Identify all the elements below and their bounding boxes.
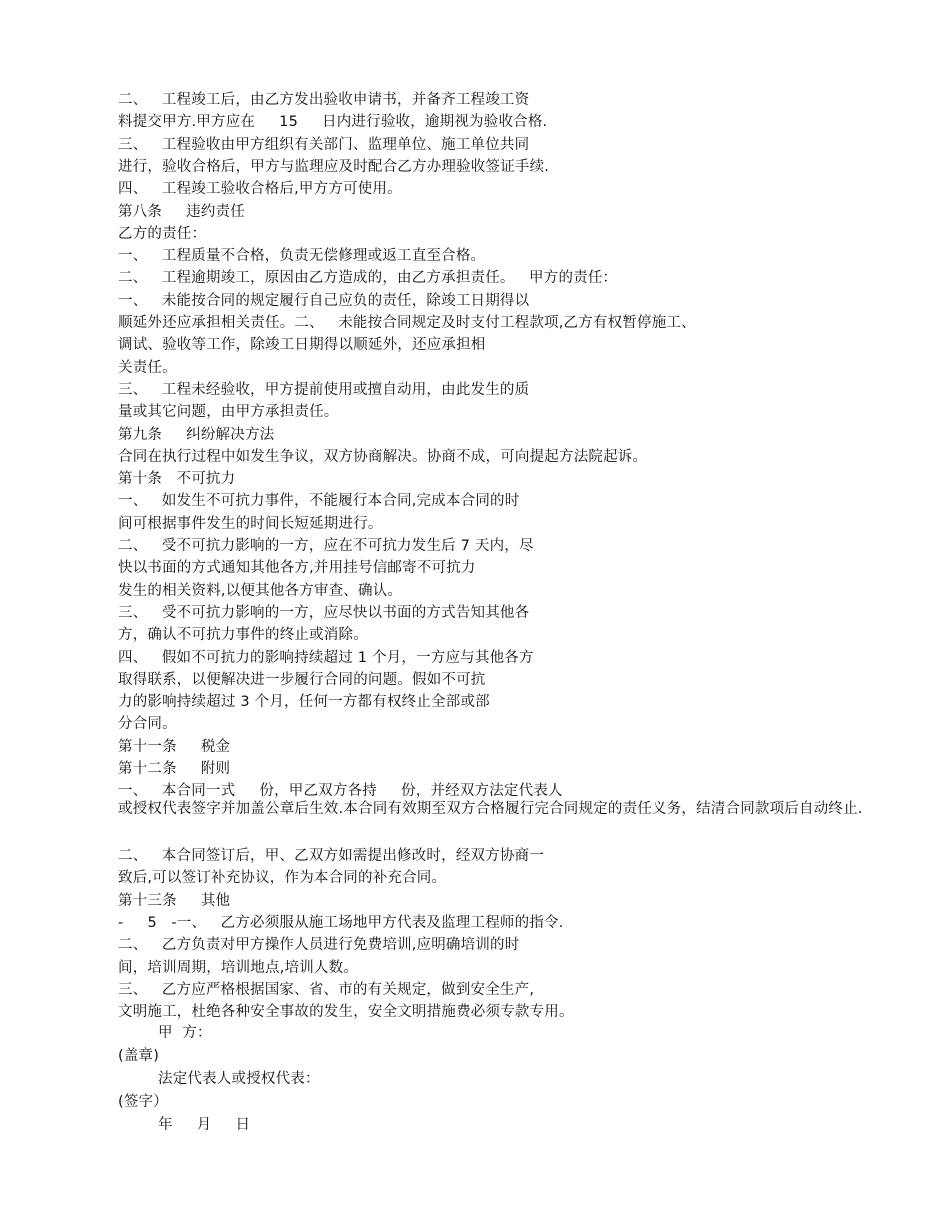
text-line: 二、 受不可抗力影响的一方，应在不可抗力发生后 7 天内，尽 <box>118 538 534 554</box>
text-line: 第十一条 税金 <box>118 738 231 755</box>
text-line: 合同在执行过程中如发生争议，双方协商解决。协商不成，可向提起方法院起诉。 <box>118 448 648 465</box>
text-line: 二、 乙方负责对甲方操作人员进行免费培训,应明确培训的时 <box>118 937 520 954</box>
text-line: 间，培训周期，培训地点,培训人数。 <box>118 959 359 976</box>
text-line: 分合同。 <box>118 716 177 733</box>
text-line: 三、 乙方应严格根据国家、省、市的有关规定，做到安全生产, <box>118 981 535 998</box>
text-line: 关责任。 <box>118 359 177 376</box>
text-line: 第十条 不可抗力 <box>118 471 236 488</box>
text-line: 一、 未能按合同的规定履行自己应负的责任，除竣工日期得以 <box>118 292 530 309</box>
text-line: 间可根据事件发生的时间长短延期进行。 <box>118 515 383 532</box>
text-line: 一、 工程质量不合格，负责无偿修理或返工直至合格。 <box>118 248 486 265</box>
text-line: 方，确认不可抗力事件的终止或消除。 <box>118 627 368 644</box>
text-line: 料提交甲方.甲方应在 15 日内进行验收，逾期视为验收合格. <box>118 114 548 131</box>
text-line: 进行，验收合格后，甲方与监理应及时配合乙方办理验收签证手续. <box>118 158 550 175</box>
text-line: 第九条 纠纷解决方法 <box>118 426 275 443</box>
text-line: 调试、验收等工作，除竣工日期得以顺延外，还应承担相 <box>118 337 486 354</box>
text-line: 取得联系，以便解决进一步履行合同的问题。假如不可抗 <box>118 671 486 688</box>
text-line: 第十二条 附则 <box>118 761 231 777</box>
text-line: - 5 -一、 乙方必须服从施工场地甲方代表及监理工程师的指令. <box>118 914 564 931</box>
text-line: 一、 如发生不可抗力事件，不能履行本合同,完成本合同的时 <box>118 493 520 510</box>
text-line: 量或其它问题，由甲方承担责任。 <box>118 404 339 421</box>
text-line: 二、 本合同签订后，甲、乙双方如需提出修改时，经双方协商一 <box>118 848 545 864</box>
text-line: 四、 工程竣工验收合格后,甲方方可使用。 <box>118 181 402 198</box>
text-line: 乙方的责任： <box>118 225 207 242</box>
text-line: 三、 受不可抗力影响的一方，应尽快以书面的方式告知其他各 <box>118 604 530 621</box>
party-a-label: 甲 方： <box>158 1025 212 1041</box>
validity-clause-paragraph: 或授权代表签字并加盖公章后生效.本合同有效期至双方合格履行完合同规定的责任义务，结清合同款项后自动终止. <box>118 801 863 817</box>
text-line: 文明施工，杜绝各种安全事故的发生，安全文明措施费必须专款专用。 <box>118 1004 574 1021</box>
text-line: 顺延外还应承担相关责任。二、 未能按合同规定及时支付工程款项,乙方有权暂停施工、 <box>118 315 696 331</box>
seal-label: (盖章) <box>118 1048 160 1064</box>
text-line: 四、 假如不可抗力的影响持续超过 1 个月，一方应与其他各方 <box>118 649 534 666</box>
text-line: 二、 工程竣工后，由乙方发出验收申请书，并备齐工程竣工资 <box>118 92 530 108</box>
text-line: 三、 工程未经验收，甲方提前使用或擅自动用，由此发生的质 <box>118 381 530 398</box>
text-line: 快以书面的方式通知其他各方,并用挂号信邮寄不可抗力 <box>118 560 476 577</box>
text-line: 发生的相关资料,以便其他各方审查、确认。 <box>118 582 403 599</box>
text-line: 力的影响持续超过 3 个月，任何一方都有权终止全部或部 <box>118 694 490 711</box>
text-line: 致后,可以签订补充协议，作为本合同的补充合同。 <box>118 870 447 887</box>
signature-label: (签字） <box>118 1094 168 1110</box>
text-line: 一、 本合同一式 份，甲乙双方各持 份，并经双方法定代表人 <box>118 783 563 800</box>
text-line: 三、 工程验收由甲方组织有关部门、监理单位、施工单位共同 <box>118 136 530 153</box>
legal-representative-label: 法定代表人或授权代表： <box>158 1071 320 1087</box>
text-line: 第十三条 其他 <box>118 892 231 909</box>
text-line: 第八条 违约责任 <box>118 203 245 220</box>
text-line: 二、 工程逾期竣工，原因由乙方造成的，由乙方承担责任。 甲方的责任： <box>118 270 618 287</box>
date-label: 年 月 日 <box>158 1117 251 1133</box>
